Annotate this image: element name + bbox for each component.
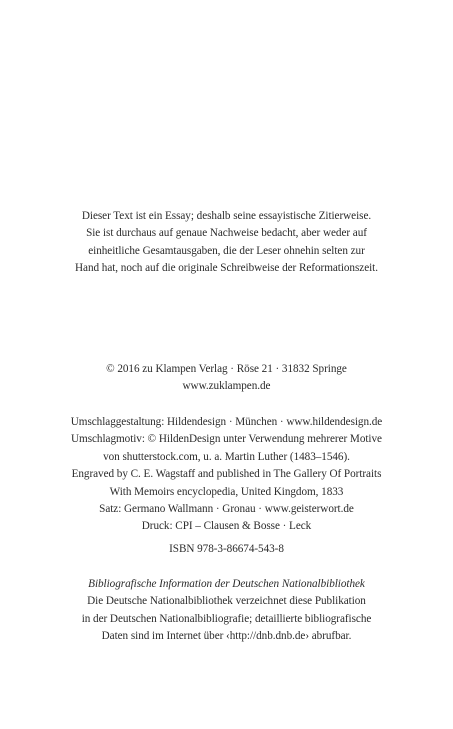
essay-note-line: Hand hat, noch auf die originale Schreibweise der Reformationszeit. (75, 262, 378, 275)
production-credits (0, 414, 453, 536)
isbn-number: ISBN 978-3-86674-543-8 (169, 543, 284, 555)
cover-motif-credit: Umschlagmotiv: © HildenDesign unter Verwendung mehrerer Motive (71, 433, 382, 446)
copyright-line: © 2016 zu Klampen Verlag · Röse 21 · 31832 Springe (106, 363, 347, 375)
publisher-website: www.zuklampen.de (182, 380, 271, 393)
bibliographic-information (0, 576, 453, 646)
engraving-credit-cont: With Memoirs encyclopedia, United Kingdom, 1833 (109, 485, 344, 498)
essay-note-line: einheitliche Gesamtausgaben, die der Leser ohnehin selten zur (88, 244, 365, 257)
printing-credit: Druck: CPI – Clausen & Bosse · Leck (141, 520, 312, 533)
engraving-credit: Engraved by C. E. Wagstaff and published in The Gallery Of Portraits (71, 468, 382, 481)
essay-citation-note (0, 208, 453, 278)
essay-note-line: Sie ist durchaus auf genaue Nachweise bedacht, aber weder auf (86, 227, 367, 240)
bibliographic-line: Die Deutsche Nationalbibliothek verzeichnet diese Publikation (87, 595, 366, 608)
essay-note-line: Dieser Text ist ein Essay; deshalb seine essayistische Zitierweise. (81, 210, 372, 222)
bibliographic-heading: Bibliografische Information der Deutschen Nationalbibliothek (88, 578, 365, 590)
bibliographic-line: in der Deutschen Nationalbibliografie; detaillierte bibliografische (81, 612, 372, 625)
isbn-block (0, 541, 453, 558)
cover-design-credit: Umschlaggestaltung: Hildendesign · München · www.hildendesign.de (70, 416, 383, 428)
cover-motif-credit-cont: von shutterstock.com, u. a. Martin Luther (1483–1546). (103, 450, 350, 463)
typesetting-credit: Satz: Germano Wallmann · Gronau · www.geisterwort.de (99, 503, 354, 516)
bibliographic-line: Daten sind im Internet über ‹http://dnb.dnb.de› abrufbar. (101, 630, 352, 643)
publisher-info (0, 361, 453, 396)
